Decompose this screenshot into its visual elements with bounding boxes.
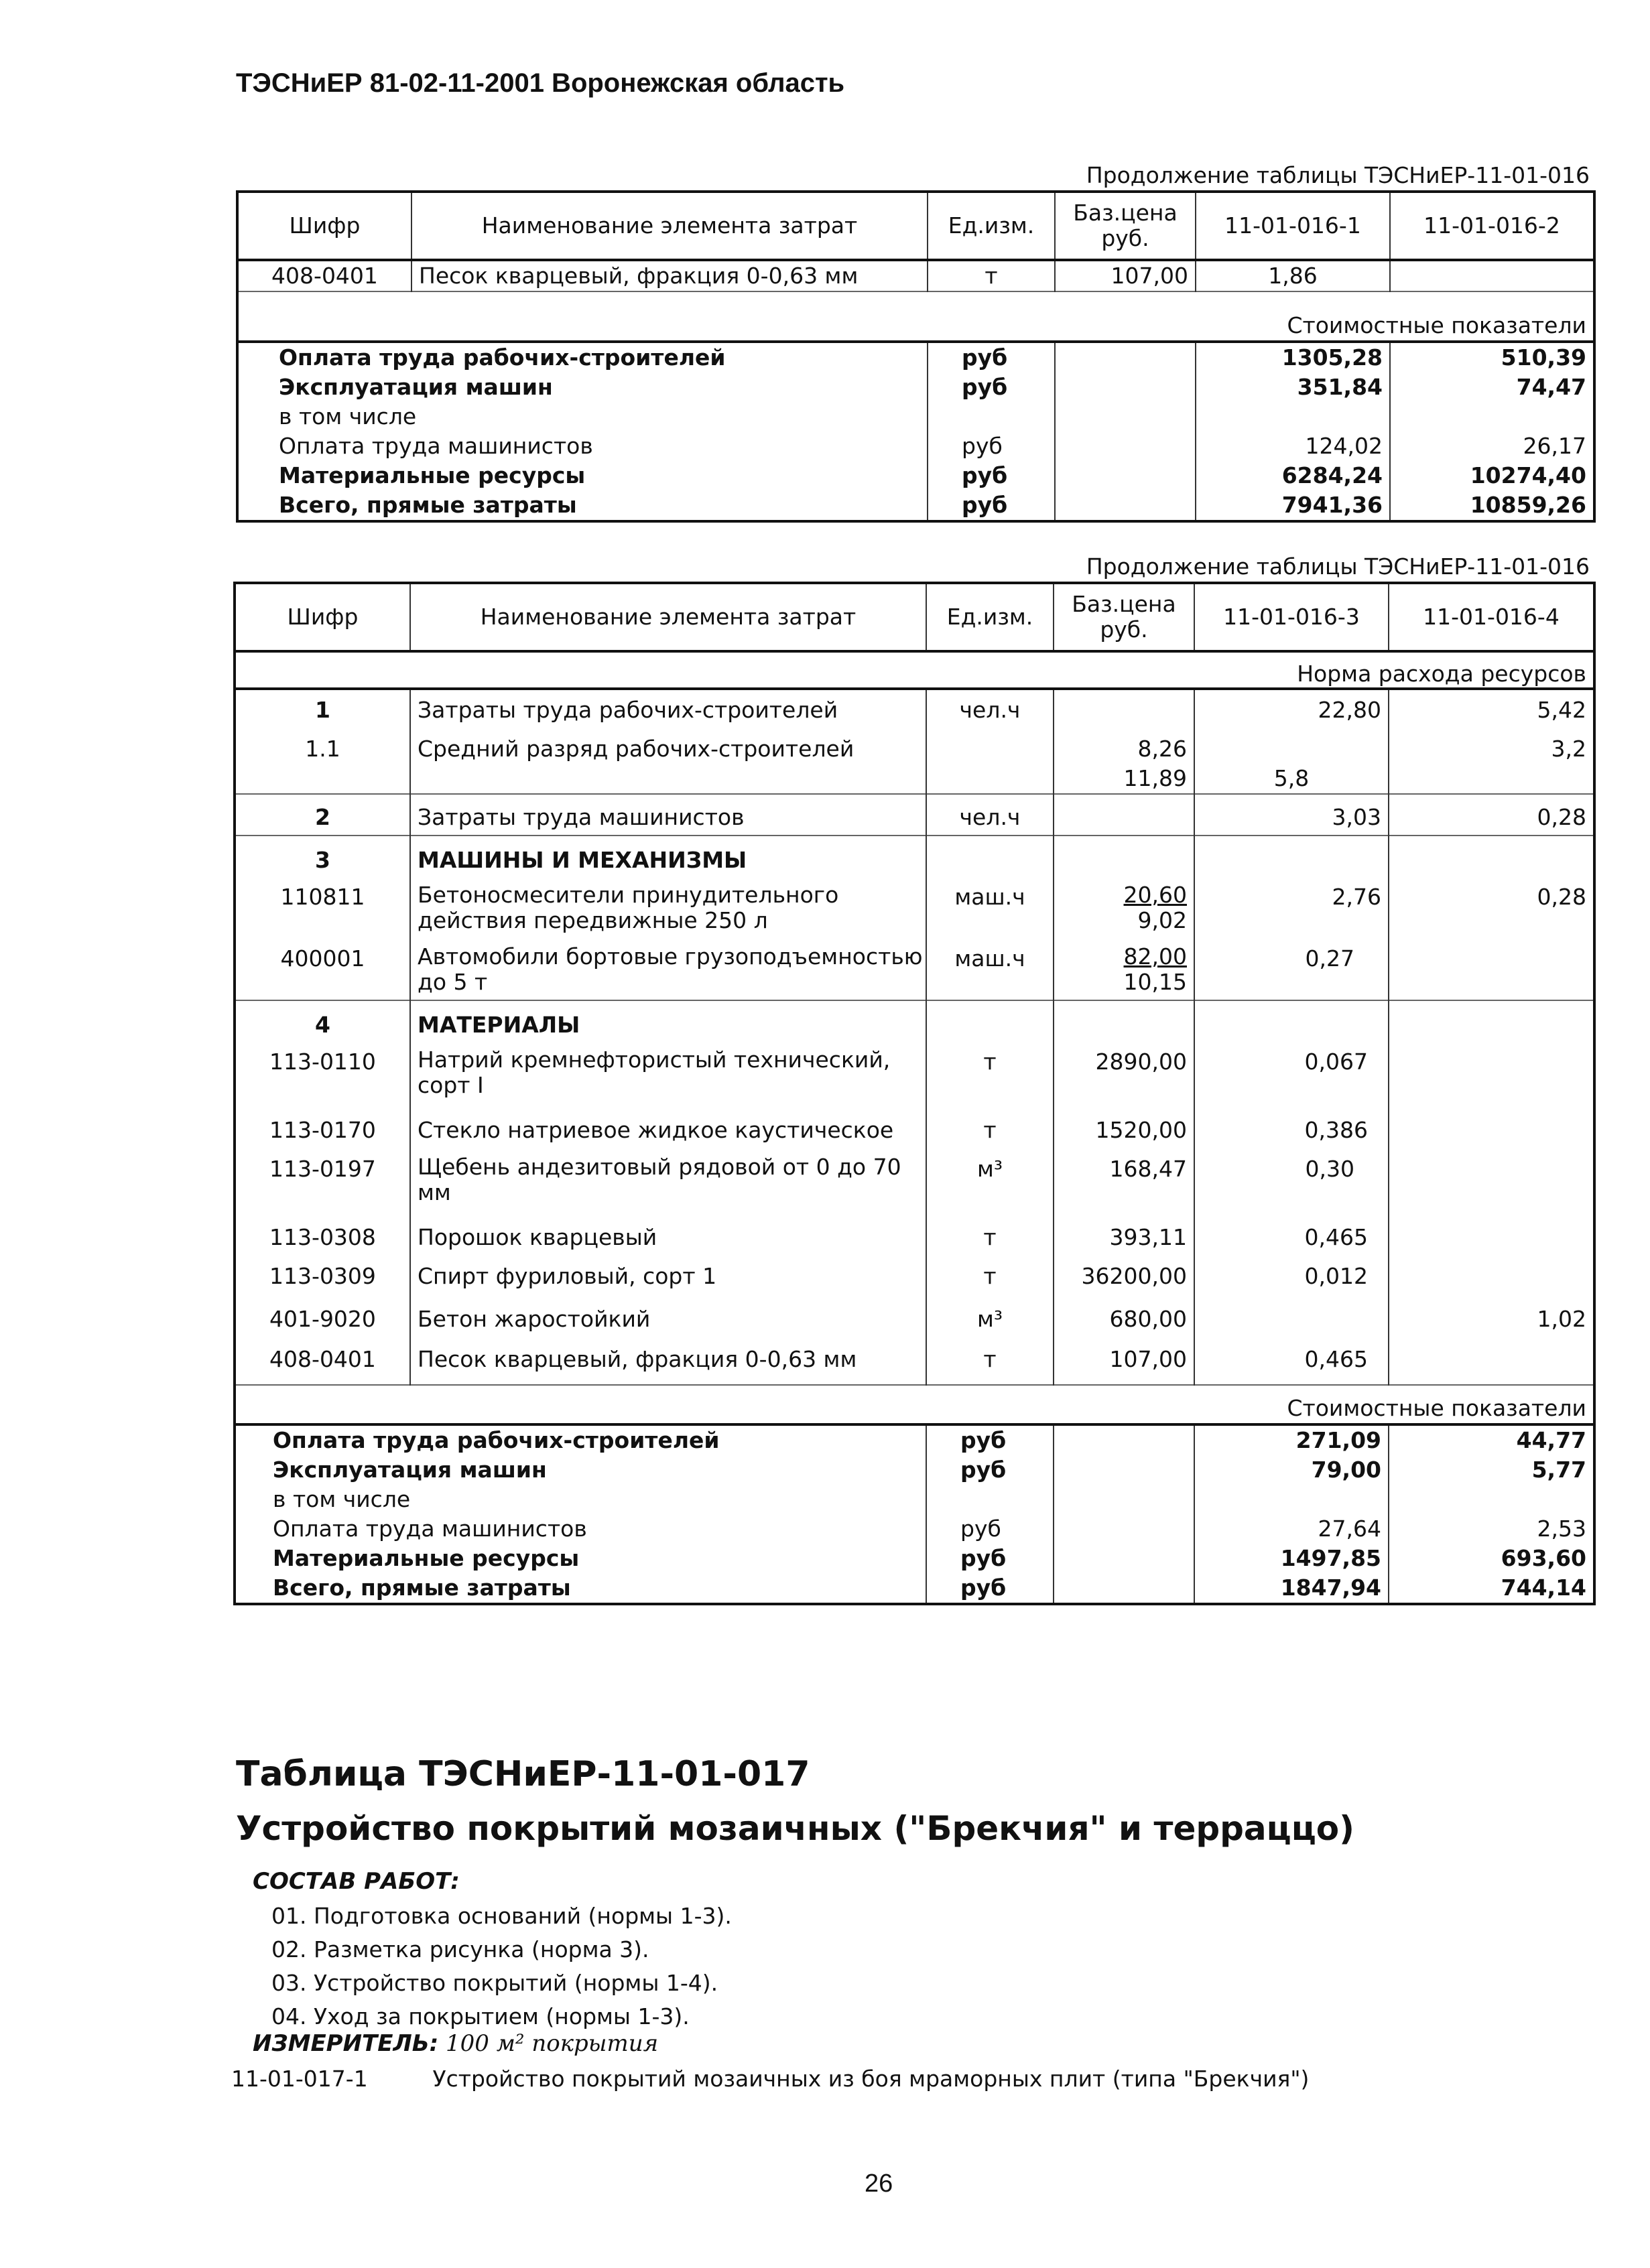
- document-header: ТЭСНиЕР 81-02-11-2001 Воронежская область: [236, 68, 845, 98]
- norm-caption-row: Норма расхода ресурсов: [235, 651, 1594, 689]
- norm-code-line: [231, 2066, 1309, 2092]
- table1-continuation-caption: Продолжение таблицы ТЭСНиЕР-11-01-016: [1086, 162, 1590, 188]
- table-row: 400001 Автомобили бортовые грузоподъемностью до 5 т маш.ч 82,00 10,15 0,27: [235, 933, 1594, 1000]
- table-row: 1.1 Средний разряд рабочих-строителей 8,26 3,2: [235, 725, 1594, 764]
- cost-caption-row: Стоимостные показатели: [237, 291, 1594, 342]
- table-row: 110811 Бетоносмесители принудительного действия передвижные 250 л маш.ч 20,60 9,02 2,76 0,28: [235, 878, 1594, 933]
- cost-row: Всего, прямые затраты руб 7941,36 10859,26: [237, 490, 1594, 521]
- cost-row: в том числе: [235, 1485, 1594, 1514]
- table2-continuation-caption: Продолжение таблицы ТЭСНиЕР-11-01-016: [1086, 553, 1590, 580]
- table-row: 113-0110 Натрий кремнефтористый технический, сорт I т 2890,00 0,067: [235, 1043, 1594, 1110]
- col-header-code: Шифр: [235, 583, 410, 651]
- cost-row: в том числе: [237, 402, 1594, 431]
- works-heading: СОСТАВ РАБОТ:: [253, 1868, 460, 1895]
- work-item: 02. Разметка рисунка (норма 3).: [271, 1936, 649, 1962]
- table-row: 113-0309 Спирт фуриловый, сорт 1 т 36200,00 0,012: [235, 1258, 1594, 1299]
- table-row: 113-0197 Щебень андезитовый рядовой от 0 до 70 мм м³ 168,47 0,30: [235, 1150, 1594, 1217]
- table2: [233, 582, 1596, 1605]
- cost-row: Материальные ресурсы руб 1497,85 693,60: [235, 1544, 1594, 1573]
- meter-label: ИЗМЕРИТЕЛЬ:: [253, 2030, 439, 2057]
- cost-row: Всего, прямые затраты руб 1847,94 744,14: [235, 1573, 1594, 1604]
- table-row: 113-0170 Стекло натриевое жидкое каустическое т 1520,00 0,386: [235, 1110, 1594, 1150]
- cost-row: Оплата труда машинистов руб 124,02 26,17: [237, 431, 1594, 461]
- section-subtitle: Устройство покрытий мозаичных ("Брекчия" и терраццо): [236, 1809, 1354, 1848]
- work-item: 04. Уход за покрытием (нормы 1-3).: [271, 2003, 690, 2029]
- col-header-price: Баз.цена руб.: [1054, 583, 1194, 651]
- meter-line: [253, 2030, 658, 2057]
- table-row: 401-9020 Бетон жаростойкий м³ 680,00 1,02: [235, 1299, 1594, 1341]
- col-header-unit: Ед.изм.: [928, 192, 1055, 260]
- table-row: 3 МАШИНЫ И МЕХАНИЗМЫ: [235, 836, 1594, 878]
- section-title: Таблица ТЭСНиЕР-11-01-017: [236, 1754, 810, 1794]
- cost-row: Оплата труда рабочих-строителей руб 271,09 44,77: [235, 1424, 1594, 1455]
- table-row: 4 МАТЕРИАЛЫ: [235, 1000, 1594, 1043]
- col-header-price: Баз.цена руб.: [1055, 192, 1196, 260]
- col-header-code: Шифр: [237, 192, 411, 260]
- col-header-name: Наименование элемента затрат: [411, 192, 928, 260]
- work-item: 01. Подготовка оснований (нормы 1-3).: [271, 1903, 732, 1929]
- table-row: 408-0401 Песок кварцевый, фракция 0-0,63 мм т 107,00 0,465: [235, 1341, 1594, 1385]
- col-header-unit: Ед.изм.: [926, 583, 1054, 651]
- work-item: 03. Устройство покрытий (нормы 1-4).: [271, 1970, 718, 1996]
- cost-row: Эксплуатация машин руб 351,84 74,47: [237, 373, 1594, 402]
- table-row: 2 Затраты труда машинистов чел.ч 3,03 0,28: [235, 794, 1594, 836]
- norm-description: Устройство покрытий мозаичных из боя мраморных плит (типа "Брекчия"): [432, 2066, 1310, 2092]
- cost-row: Оплата труда машинистов руб 27,64 2,53: [235, 1514, 1594, 1544]
- meter-value: 100 м² покрытия: [446, 2030, 659, 2057]
- cost-row: Материальные ресурсы руб 6284,24 10274,40: [237, 461, 1594, 490]
- col-header-v4: 11-01-016-4: [1389, 583, 1594, 651]
- cost-row: Оплата труда рабочих-строителей руб 1305,28 510,39: [237, 342, 1594, 373]
- table-row: 408-0401 Песок кварцевый, фракция 0-0,63 мм т 107,00 1,86: [237, 260, 1594, 291]
- col-header-v3: 11-01-016-3: [1194, 583, 1389, 651]
- table1: [236, 190, 1596, 523]
- col-header-v2: 11-01-016-2: [1390, 192, 1594, 260]
- table-row: 1 Затраты труда рабочих-строителей чел.ч 22,80 5,42: [235, 689, 1594, 725]
- norm-code: 11-01-017-1: [231, 2066, 368, 2092]
- col-header-v1: 11-01-016-1: [1196, 192, 1390, 260]
- col-header-name: Наименование элемента затрат: [410, 583, 926, 651]
- cost-row: Эксплуатация машин руб 79,00 5,77: [235, 1455, 1594, 1485]
- table-row: 11,89 5,8: [235, 764, 1594, 794]
- table-row: 113-0308 Порошок кварцевый т 393,11 0,465: [235, 1217, 1594, 1258]
- page-number: 26: [865, 2170, 893, 2198]
- cost-caption-row: Стоимостные показатели: [235, 1385, 1594, 1424]
